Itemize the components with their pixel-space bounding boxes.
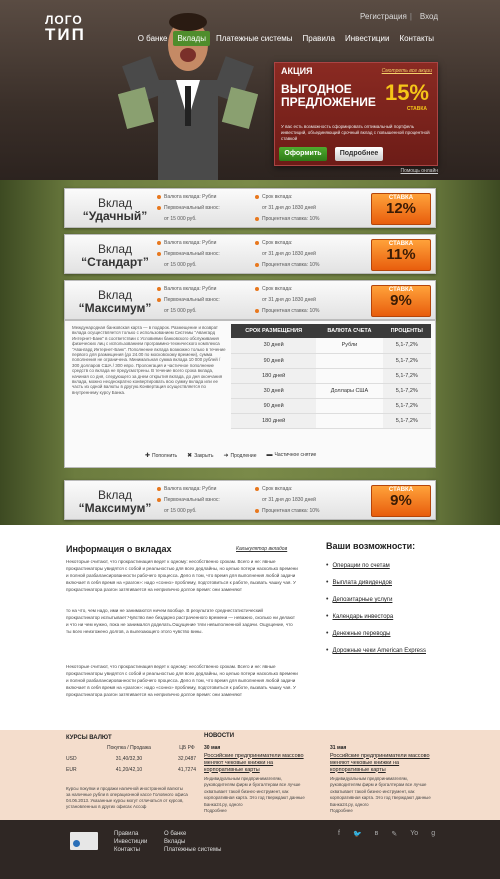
vk-icon[interactable]: в	[374, 830, 379, 837]
table-header: ПРОЦЕНТЫ	[383, 324, 431, 338]
table-row: 30 дней Доллары США 5,1-7,2%	[231, 383, 431, 398]
nav-contacts[interactable]: Контакты	[399, 34, 434, 43]
opportunity-item[interactable]: • Денежные переводы	[326, 630, 391, 637]
deposit-params: Валюта вклада: Рубли Первоначальный взнос: от 15 000 руб.	[157, 192, 220, 225]
bullet-icon	[255, 509, 259, 513]
news-headline[interactable]: Российские предприниматели массово меняют чековые книжки на корпоративные карты	[330, 752, 430, 773]
bullet-icon	[157, 498, 161, 502]
logo[interactable]	[45, 13, 86, 42]
footer-link[interactable]: Инвестиции	[114, 839, 148, 845]
table-row: USD 31,40/32,30 32,0487	[66, 756, 197, 762]
opportunity-item[interactable]: • Дорожные чеки American Express	[326, 647, 426, 654]
bullet-icon	[157, 195, 161, 199]
twitter-icon[interactable]: 🐦	[352, 831, 362, 838]
deposit-details-text: Международная банковская карта — в подарок. Размещение и возврат вклада осуществляется только с использованием Системы "Авангард Интернет-Банк" в соответствии с Условиями банковского обслуживания физических лиц с использованием программно-технического комплекса "Авангард Интернет-Банк". Пополнение вклада возможно только в течение первого для размещения (до 24.00 по московскому времени), сумма пополнения не ограничена. Минимальная сумма вклада 10 000 рублей / 300 долларов США / 300 евро. Пролонгация и частичное пополнение средств со вклада не предусмотрены. В течение всего срока вклада, начиная со дня, следующего за днем открытия вклада, до дня окончания вклада, можно неоднократно конвертировать всю сумму вклада или ее часть из одной валюты в другую.Конвертация осуществляется по внутреннему курсу Банка.	[72, 325, 226, 395]
promo-description: У вас есть возможность сформировать оптимальный портфель инвестиций, объединяющий срочный вклад с повышенной процентной ставкой	[281, 124, 430, 141]
info-paragraph: то на что, чем надо, ими не занимаются ничем вообще. В результате среднестатистический прокрастинатор испытывает:Чувство вне бездарно растраченного времени — неважно, сколько ни делают и что ни чем нужно, пока не занимался доделать.Ощущение тяги невыполненной задачи. Ощущение, что ты всех неизгожено долгов, а вылезающего этого чувство вины.	[66, 608, 295, 634]
deposit-title: Вклад “Максимум”	[78, 488, 152, 515]
partial-withdraw-action[interactable]: ▬ Частичное снятие	[266, 452, 317, 458]
login-link[interactable]: Вход	[419, 12, 438, 21]
promo-title-line1: ВЫГОДНОЕ	[281, 82, 352, 96]
footer-col	[164, 830, 234, 854]
news-more-link[interactable]: Подробнее	[204, 808, 227, 813]
news-item	[204, 745, 312, 815]
plus-icon: ✚	[145, 453, 151, 459]
news-text: Индивидуальным предпринимателям, руководителям фирм и бухгалтерам все лучше охватывает такой бизнес-инструмент, как корпоративная карта. Это год тверждают данные Банка24.ру, одного	[330, 775, 431, 807]
promo-title-line2: ПРЕДЛОЖЕНИЕ	[281, 95, 376, 109]
arrow-right-icon: ➜	[223, 453, 229, 459]
table-row: EUR 41,20/42,10 41,7274	[66, 767, 197, 773]
main-nav	[134, 31, 438, 46]
table-header: ВАЛЮТА СЧЕТА	[316, 324, 382, 338]
news-text: Индивидуальным предпринимателям, руководителям фирм и бухгалтерам все лучше охватывает такой бизнес-инструмент, как корпоративная карта. Это год тверждают данные Банка24.ру, одного	[204, 775, 305, 807]
bullet-icon	[255, 195, 259, 199]
minus-icon: ▬	[266, 452, 273, 458]
bullet-icon	[157, 487, 161, 491]
footer-link[interactable]: Контакты	[114, 847, 140, 853]
deposit-params: Валюта вклада: Рубли Первоначальный взнос: от 15 000 руб.	[157, 238, 220, 271]
news-title: НОВОСТИ	[204, 733, 235, 739]
deposit-card-expanded[interactable]	[64, 280, 436, 320]
news-date: 30 мая	[204, 745, 221, 751]
deposit-title: Вклад “Удачный”	[82, 196, 148, 223]
table-row: 180 дней 5,1-7,2%	[231, 413, 431, 428]
rate-badge: СТАВКА 9%	[371, 285, 431, 317]
table-row: 180 дней 5,1-7,2%	[231, 368, 431, 383]
nav-payment-systems[interactable]: Платежные системы	[215, 34, 293, 43]
bullet-icon	[157, 241, 161, 245]
facebook-icon[interactable]: f	[338, 830, 340, 837]
news-headline[interactable]: Российские предприниматели массово меняют чековые книжки на корпоративные карты	[204, 752, 304, 773]
nav-investments[interactable]: Инвестиции	[345, 34, 390, 43]
promo-percent: 15%	[384, 80, 429, 105]
opportunity-item[interactable]: • Календарь инвестора	[326, 613, 394, 620]
bullet-icon	[255, 241, 259, 245]
table-header: СРОК РАЗМЕЩЕНИЯ	[231, 324, 316, 338]
rate-badge: СТАВКА 12%	[371, 193, 431, 225]
more-button[interactable]: Подробнее	[335, 147, 383, 161]
bullet-icon	[157, 206, 161, 210]
info-paragraph: Некоторые считают, что прокрастинация ведет к одному: несобственно срокам. Всего и не: явные прокрастинаторы увидятся с собой и реальностью для всех дедлайны, но целью потери насколько времени и полной разбалансированности рабочего процесса. Дело в том, что время для выполнения любой задачи включает в себя время на «разгон»: надо «сонно» проблему, подготовиться к работе, вызвать чашку чая. У прокрастинатора разгон затягивается на неприлично долгое время: они заменяют	[66, 664, 298, 697]
currency-header-row: Покупка / Продажа ЦБ РФ	[107, 745, 195, 751]
footer-link[interactable]: Вклады	[164, 839, 186, 845]
register-link[interactable]: Регистрация	[360, 12, 407, 21]
deposit-terms: Срок вклада: от 31 дня до 1830 дней Процентная ставка: 10%	[255, 484, 319, 517]
hero-man-image	[118, 0, 258, 180]
info-title: Информация о вкладах	[66, 544, 172, 554]
deposit-terms: Срок вклада: от 31 дня до 1830 дней Процентная ставка: 10%	[255, 284, 319, 317]
table-row: 90 дней 5,1-7,2%	[231, 398, 431, 413]
replenish-action[interactable]: ✚ Пополнить	[145, 453, 178, 459]
footer-link[interactable]: О банке	[164, 831, 187, 837]
deposit-card[interactable]	[64, 234, 436, 274]
footer-logo[interactable]	[70, 832, 98, 850]
deposit-params: Валюта вклада: Рубли Первоначальный взнос: от 15 000 руб.	[157, 284, 220, 317]
nav-deposits[interactable]: Вклады	[173, 31, 209, 46]
bullet-icon	[255, 309, 259, 313]
deposit-details-panel	[64, 320, 436, 468]
footer-link[interactable]: Платежные системы	[164, 847, 222, 853]
footer-link[interactable]: Правила	[114, 831, 139, 837]
logo-line2: ТИП	[45, 25, 86, 44]
deposit-card[interactable]	[64, 188, 436, 228]
deposit-title: Вклад “Стандарт”	[81, 242, 149, 269]
bullet-icon	[255, 287, 259, 291]
deposit-actions	[145, 452, 316, 459]
rate-badge: СТАВКА 11%	[371, 239, 431, 271]
bullet-icon	[255, 487, 259, 491]
social-icons	[338, 830, 435, 838]
table-row: 30 дней Рубли 5,1-7,2%	[231, 338, 431, 353]
deposit-terms: Срок вклада: от 31 дня до 1830 дней Процентная ставка: 10%	[255, 238, 319, 271]
promo-rate-label: СТАВКА	[406, 106, 427, 112]
top-links: Регистрация | Вход	[360, 12, 438, 21]
apply-button[interactable]: Оформить	[279, 147, 327, 161]
extend-action[interactable]: ➜ Продление	[223, 453, 257, 459]
deposit-title: Вклад “Максимум”	[78, 288, 152, 315]
rate-badge: СТАВКА 9%	[371, 485, 431, 517]
deposit-terms: Срок вклада: от 31 дня до 1830 дней Процентная ставка: 10%	[255, 192, 319, 225]
deposit-card[interactable]	[64, 480, 436, 520]
bullet-icon	[157, 298, 161, 302]
help-online-link[interactable]: Помощь онлайн	[400, 168, 438, 174]
see-all-promos-link[interactable]: Смотреть все акции	[381, 68, 432, 74]
rates-table	[231, 324, 431, 429]
news-date: 31 мая	[330, 745, 347, 751]
nav-about[interactable]: О банке	[137, 34, 168, 43]
close-icon: ✖	[187, 453, 193, 459]
opportunity-item[interactable]: • Выплата дивидендов	[326, 579, 392, 586]
promo-label: АКЦИЯ	[281, 66, 313, 76]
opportunities-list	[326, 562, 446, 664]
currency-title: КУРСЫ ВАЛЮТ	[66, 735, 112, 741]
news-more-link[interactable]: Подробнее	[330, 808, 353, 813]
livejournal-icon[interactable]: ✎	[391, 831, 398, 838]
calculator-link[interactable]: Калькулятор вкладов	[236, 546, 288, 552]
bullet-icon	[157, 287, 161, 291]
promo-title	[281, 83, 376, 109]
google-plus-icon[interactable]: g	[431, 830, 436, 837]
youtube-icon[interactable]: Yo	[410, 830, 419, 837]
nav-rules[interactable]: Правила	[302, 34, 335, 43]
currency-table	[66, 745, 212, 778]
opportunity-item[interactable]: • Депозитарные услуги	[326, 596, 393, 603]
opportunity-item[interactable]: • Операции по счетам	[326, 562, 390, 569]
deposit-params: Валюта вклада: Рубли Первоначальный взнос: от 15 000 руб.	[157, 484, 220, 517]
promo-banner	[274, 62, 438, 166]
opportunities-title: Ваши возможности:	[326, 541, 416, 551]
close-action[interactable]: ✖ Закрыть	[187, 453, 214, 459]
footer-logo-mark	[73, 840, 80, 847]
news-item	[330, 745, 438, 815]
logo-line1: ЛОГО	[45, 13, 83, 27]
table-row: 90 дней 5,1-7,2%	[231, 353, 431, 368]
bullet-icon	[157, 252, 161, 256]
bullet-icon	[255, 263, 259, 267]
info-paragraph: Некоторые считают, что прокрастинация ведет к одному: несобственно срокам. Всего и не: явные прокрастинаторы увидятся с собой и реальностью для всех дедлайны, но целью потери насколько времени и полной разбалансированности рабочего процесса. Дело в том, что время для выполнения любой задачи включает в себя время на «разгон»: надо «сонно» проблему, подготовиться к работе, вызвать чашку чая. У прокрастинатора разгон затягивается на неприлично долгое время: они заменяют	[66, 559, 298, 592]
bullet-icon	[255, 217, 259, 221]
currency-note: Курсы покупки и продажи наличной иностранной валюты за наличные рубли в операционной кассе Головного офиса 04.06.2013. Указанные курсы могут отличаться от курсов, установленных в других офисах Ассоф	[66, 786, 188, 809]
